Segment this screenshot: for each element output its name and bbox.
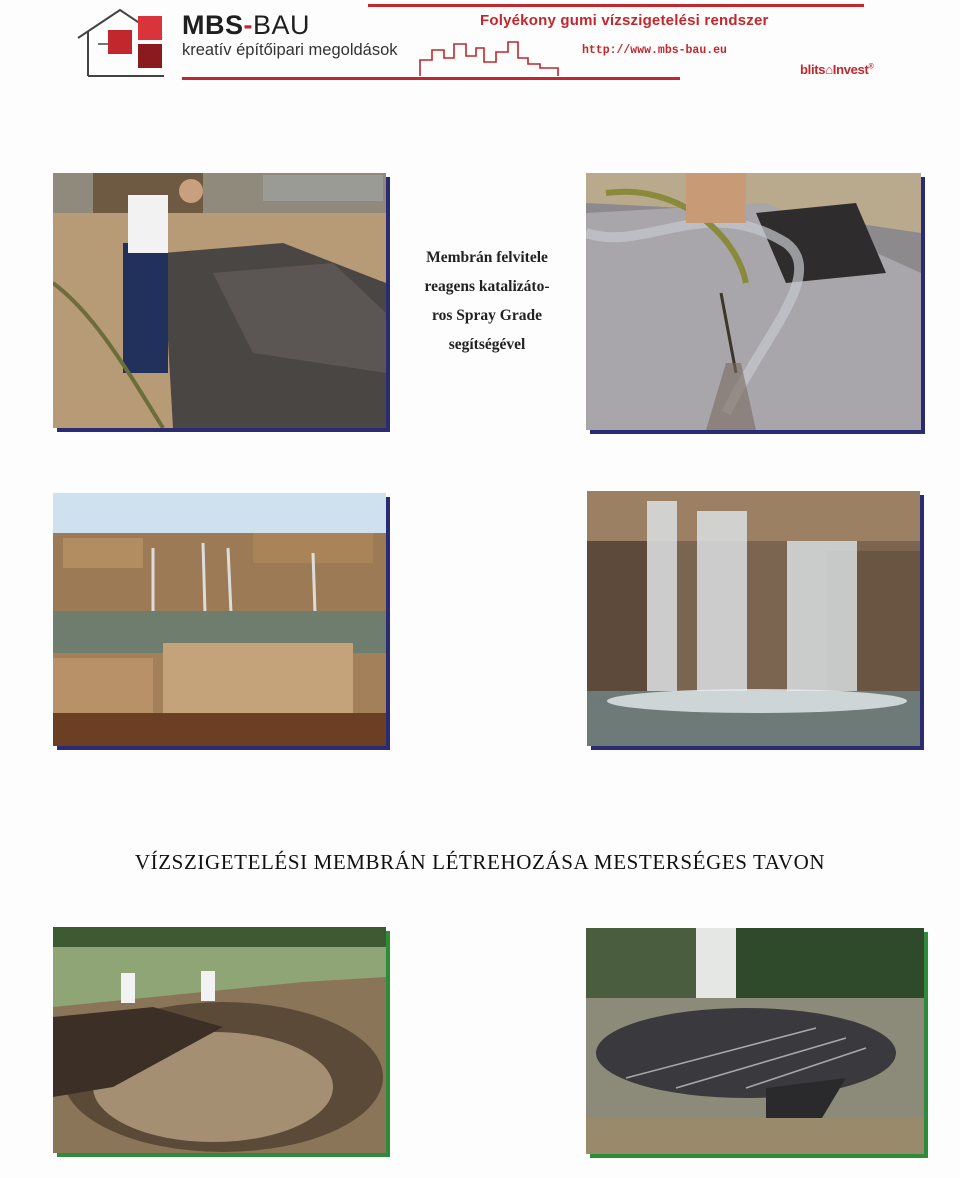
photo-spray-gun-closeup bbox=[586, 173, 921, 430]
skyline-graphic bbox=[418, 38, 560, 78]
partner-house-icon: ⌂ bbox=[825, 62, 833, 77]
section-heading: VÍZSZIGETELÉSI MEMBRÁN LÉTREHOZÁSA MESTERSÉGES TAVON bbox=[134, 850, 826, 874]
website-url: http://www.mbs-bau.eu bbox=[582, 44, 727, 57]
photo-artificial-pond-waterfalls bbox=[53, 493, 386, 746]
photo-caption: Membrán felvitele reagens katalizáto- ros Spray Grade segítségével bbox=[424, 249, 550, 353]
photo-worker-spraying-membrane bbox=[53, 173, 386, 428]
document-title: Folyékony gumi vízszigetelési rendszer bbox=[480, 12, 769, 29]
brand-name: MBS-BAU bbox=[182, 10, 311, 40]
photo-waterfall-closeup bbox=[587, 491, 920, 746]
header-top-rule bbox=[368, 4, 864, 7]
brand-tagline: kreatív építőipari megoldások bbox=[182, 41, 398, 59]
photo-membrane-lined-pond bbox=[586, 928, 924, 1154]
partner-logo: blits⌂Invest® bbox=[800, 62, 874, 77]
brand-logo-mark bbox=[76, 8, 168, 80]
photo-golf-course-pond-excavation bbox=[53, 927, 386, 1153]
